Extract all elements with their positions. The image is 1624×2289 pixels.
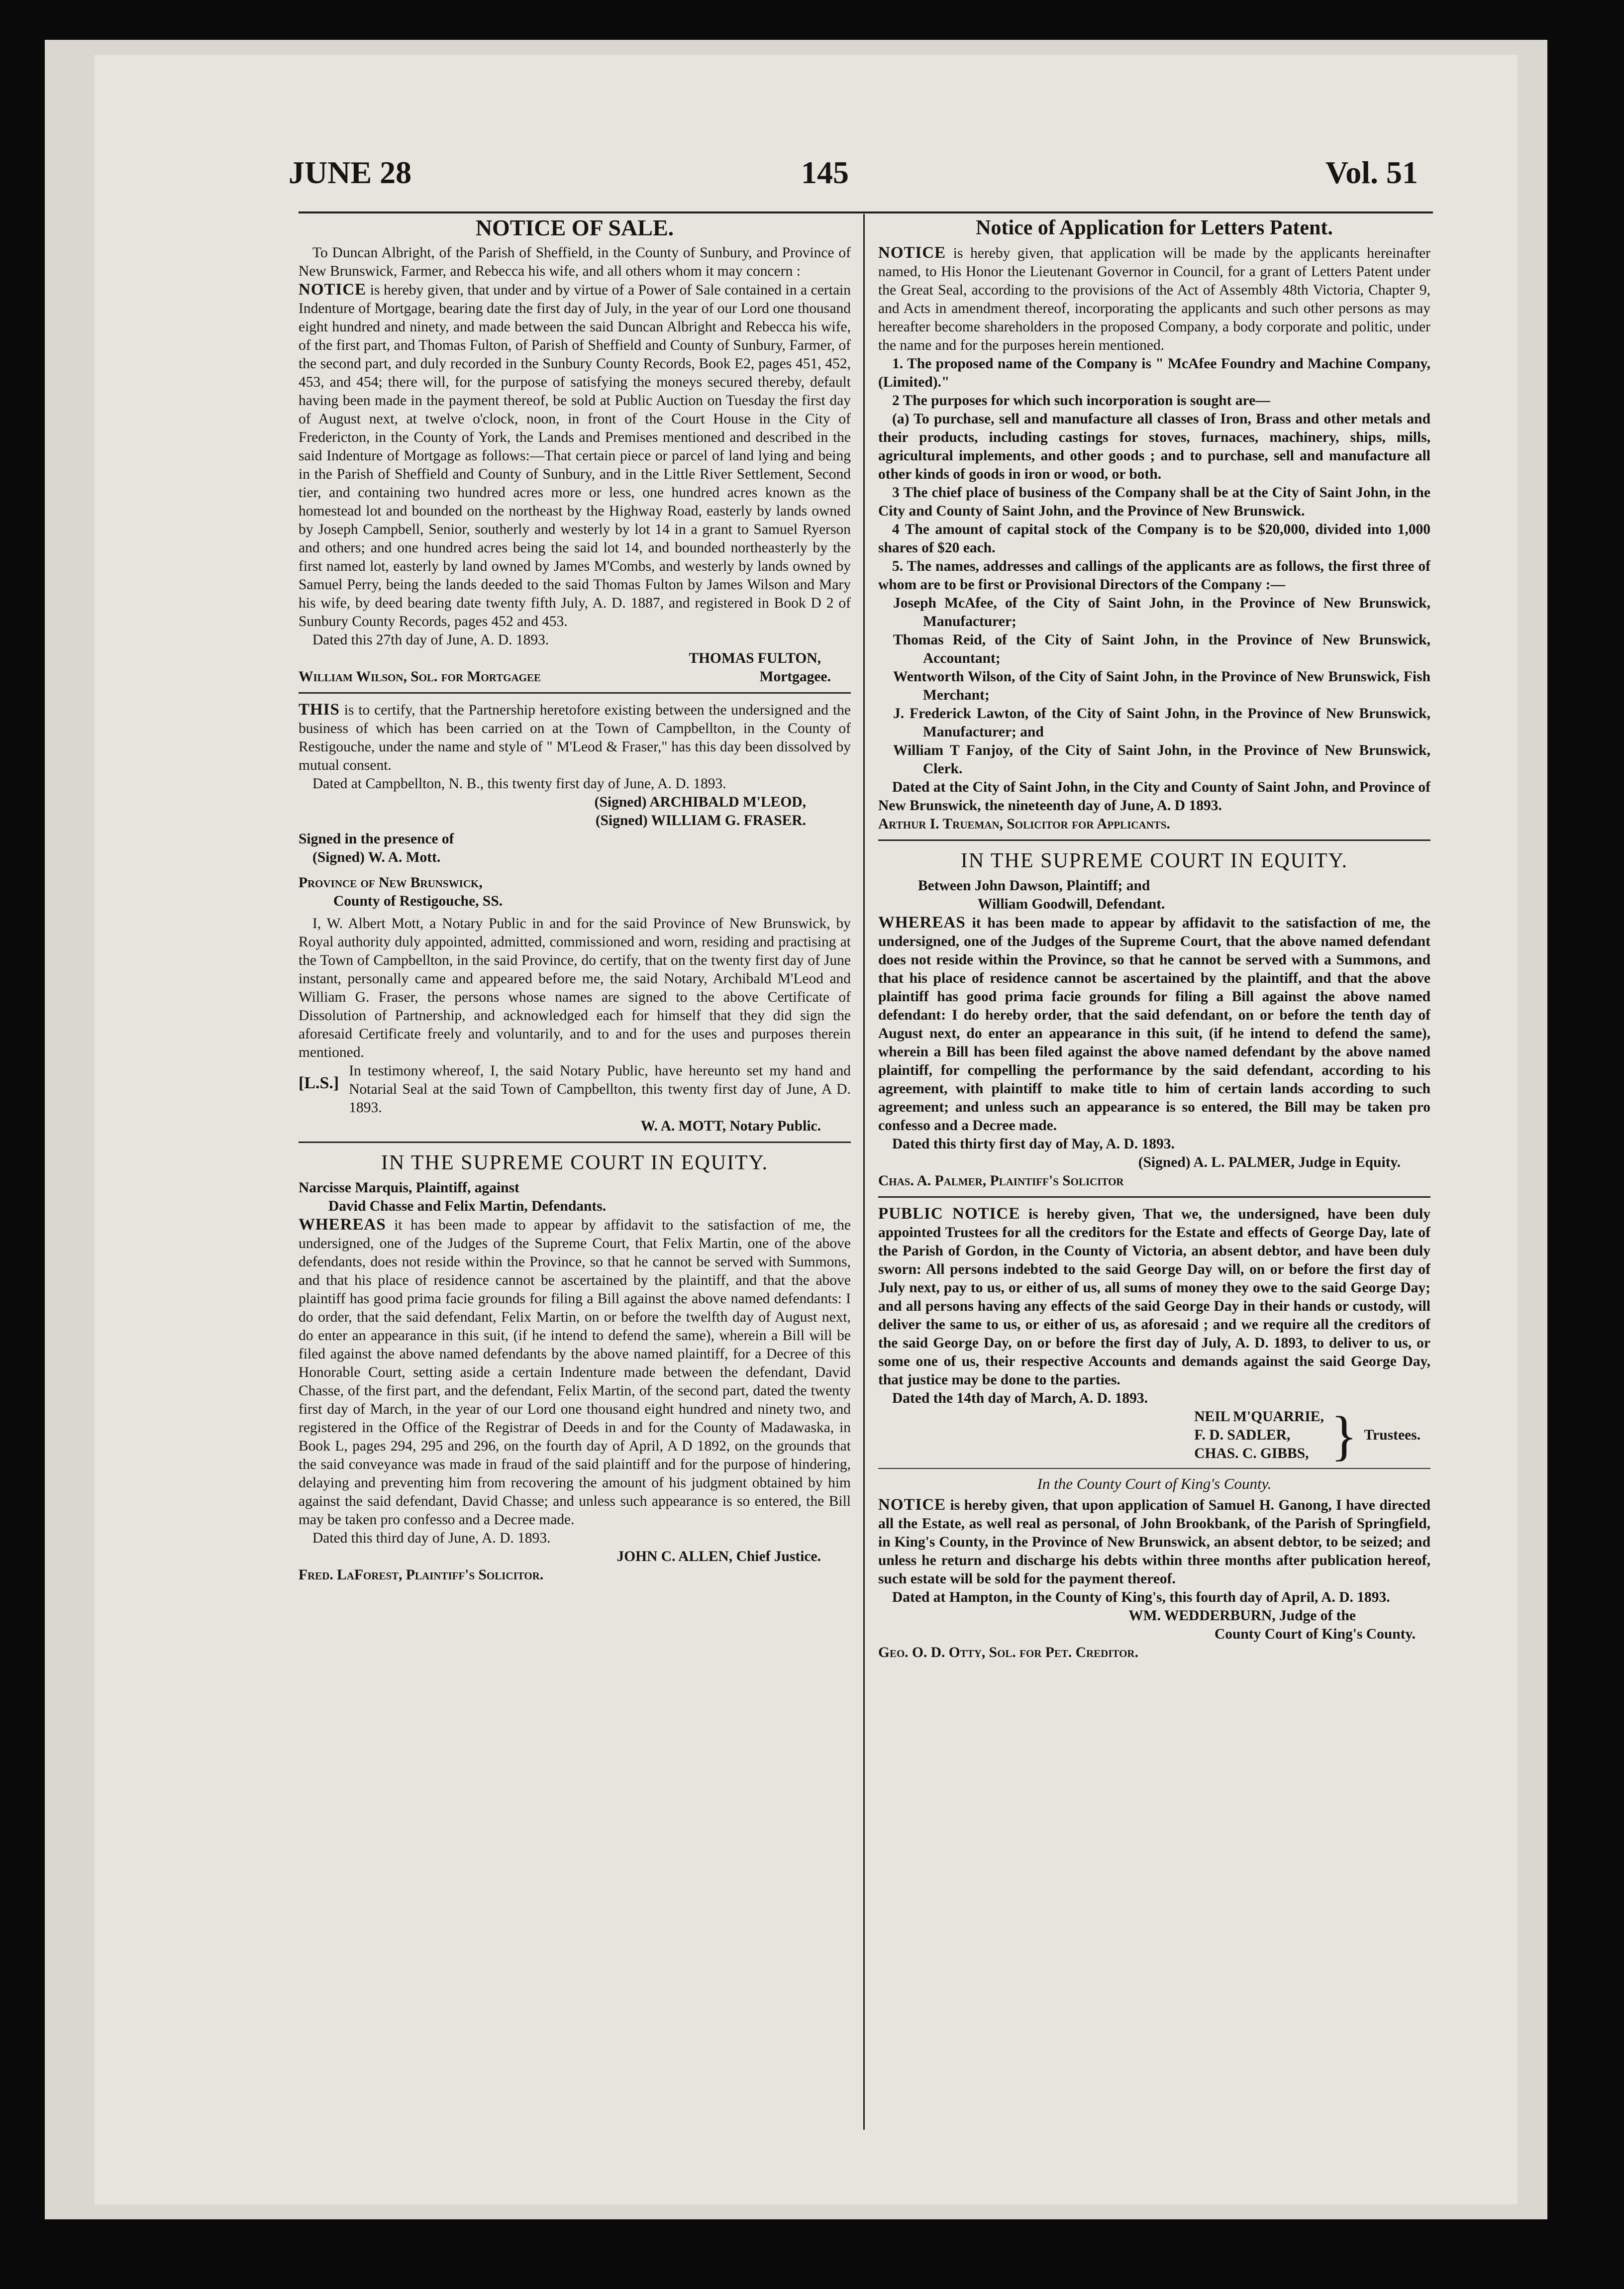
patent-solicitor: Arthur I. Trueman, Solicitor for Applicants. — [878, 816, 1170, 832]
patent-applicant2: Thomas Reid, of the City of Saint John, in the Province of New Brunswick, Accountant; — [893, 632, 1430, 666]
notary-seal: [L.S.] — [299, 1074, 339, 1092]
trustee-name1: NEIL M'QUARRIE, — [1194, 1409, 1324, 1425]
partnership-body-text: is to certify, that the Partnership heretofore existing between the undersigned and the business of which has been carried on at the Town of Campbellton, in the County of Restigouche, under the name and style of " M'Leod & Fraser," has this day been dissolved by mutual consent. — [299, 702, 851, 773]
kings-judge1: WM. WEDDERBURN, Judge of the — [1128, 1608, 1356, 1624]
sale-signer: THOMAS FULTON, — [689, 650, 821, 666]
patent-item4: 4 The amount of capital stock of the Company is to be $20,000, divided into 1,000 shares of $20 each. — [878, 521, 1430, 556]
kings-lead: NOTICE — [878, 1496, 946, 1514]
equity2-title: IN THE SUPREME COURT IN EQUITY. — [960, 849, 1348, 872]
patent-item5: 5. The names, addresses and callings of the applicants are as follows, the first three of whom are to be first or Provisional Directors of the Company :— — [878, 558, 1430, 593]
kings-judge2: County Court of King's County. — [1214, 1626, 1416, 1642]
notice-of-sale — [299, 214, 851, 686]
partnership-province: Province of New Brunswick, — [299, 875, 483, 891]
patent-applicant4: J. Frederick Lawton, of the City of Saint John, in the Province of New Brunswick, Manufacturer; and — [893, 706, 1430, 740]
equity1-body — [299, 1216, 851, 1529]
kings-solicitor: Geo. O. D. Otty, Sol. for Pet. Creditor. — [878, 1645, 1138, 1661]
sale-solicitor-row — [299, 668, 851, 686]
trustees-body — [878, 1205, 1430, 1389]
partnership-sig1: (Signed) ARCHIBALD M'LEOD, — [594, 794, 806, 810]
partnership-lead: THIS — [299, 701, 340, 719]
equity2-party1: Between John Dawson, Plaintiff; and — [918, 878, 1150, 894]
patent-lead: NOTICE — [878, 244, 946, 262]
partnership-notary: W. A. MOTT, Notary Public. — [640, 1118, 821, 1134]
header-page-number: 145 — [801, 155, 849, 190]
trustee-names — [1194, 1408, 1324, 1463]
sale-lead: NOTICE — [299, 281, 367, 299]
partnership-body — [299, 701, 851, 775]
equity1-party1: Narcisse Marquis, Plaintiff, against — [299, 1180, 519, 1196]
trustee-name3: CHAS. C. GIBBS, — [1194, 1446, 1309, 1461]
equity1-dated: Dated this third day of June, A. D. 1893. — [312, 1530, 551, 1546]
sale-address: To Duncan Albright, of the Parish of Sheffield, in the County of Sunbury, and Province of New Brunswick, Farmer, and Rebecca his wife, and all others whom it may concern : — [299, 245, 851, 279]
header-rule — [299, 211, 1433, 213]
equity1-body-text: it has been made to appear by affidavit to the satisfaction of me, the undersigned, one of the Judges of the Supreme Court, that Felix Martin, one of the above defendants, does not reside within the Province, so that he cannot be served with Summons, and that his place of residence cannot be ascertained by the plaintiff, and that the above plaintiff has good prima facie grounds for filing a Bill against the above named defendants: I do order, that the said defendant, Felix Martin, on or before the twelfth day of August next, do enter an appearance in this suit, (if he intend to defend the same), wherein a Bill will be filed against the above named defendants by the above named plaintiff, for a Decree of this Honorable Court, setting aside a certain Indenture made between the defendant, David Chasse, of the first part, and the defendant, Felix Martin, of the second part, dated the twenty first day of March, in the year of our Lord one thousand eight hundred and ninety two, and registered in the Office of the Registrar of Deeds in and for the County of Madawaska, in Book L, pages 294, 295 and 296, on the fourth day of April, A D 1892, on the grounds that the said conveyance was made in fraud of the said plaintiff and for the purpose of hindering, delaying and preventing him from recovering the amount of his judgment obtained by him against the said defendant, David Chasse; and unless such appearance is so entered, the Bill may be taken pro confesso and a Decree made. — [299, 1217, 851, 1528]
equity-notice-dawson — [878, 848, 1430, 1190]
partnership-sig2: (Signed) WILLIAM G. FRASER. — [595, 813, 806, 829]
partnership-testimony — [299, 1062, 851, 1117]
kings-body-text: is hereby given, that upon application of Samuel H. Ganong, I have directed all the Estate, as well real as personal, of John Brookbank, of the Parish of Springfield, in King's County, in the Province of New Brunswick, an absent debtor, to be seized; and unless he return and discharge his debts within three months after publication hereof, such estate will be sold for the payment thereof. — [878, 1497, 1430, 1587]
partnership-county: County of Restigouche, SS. — [333, 893, 503, 909]
sale-title: NOTICE OF SALE. — [475, 215, 674, 240]
kings-dated: Dated at Hampton, in the County of King's, this fourth day of April, A. D. 1893. — [892, 1589, 1390, 1605]
equity2-dated: Dated this thirty first day of May, A. D. 1893. — [892, 1136, 1175, 1152]
equity2-judge: (Signed) A. L. PALMER, Judge in Equity. — [1138, 1154, 1401, 1170]
left-column — [299, 214, 851, 2130]
equity2-body-text: it has been made to appear by affidavit to the satisfaction of me, the undersigned, one of the Judges of the Supreme Court, that the above named defendant does not reside within the Province, so that he cannot be served with a Summons, and that his place of residence cannot be ascertained by the plaintiff, and that the above plaintiff has good prima facie grounds for filing a Bill against the above named defendant: I do hereby order, that the said defendant, on or before the tenth day of August next, do enter an appearance in this suit, (if he intend to defend the same), wherein a Bill has been filed against the above named defendant by the above named plaintiff, for compelling the performance by the said defendant, according to his agreement, with plaintiff to make title to him of certain lands according to such agreement; and unless such an appearance is so entered, the Bill may be taken pro confesso and a Decree made. — [878, 915, 1430, 1134]
letters-patent-notice — [878, 214, 1430, 833]
section-rule — [878, 839, 1430, 841]
patent-item3: 3 The chief place of business of the Company shall be at the City of Saint John, in the City and County of Saint John, and the Province of New Brunswick. — [878, 485, 1430, 519]
patent-item2a: (a) To purchase, sell and manufacture all classes of Iron, Brass and other metals and their products, including castings for stoves, furnaces, machinery, ships, mills, agricultural implements, and other goods ; and to purchase, sell and manufacture all other kinds of goods in iron or wood, or both. — [878, 411, 1430, 482]
equity2-party2: William Goodwill, Defendant. — [978, 896, 1165, 912]
partnership-presence1: Signed in the presence of — [299, 831, 454, 847]
equity1-party2: David Chasse and Felix Martin, Defendants. — [328, 1198, 607, 1214]
sale-body-text: is hereby given, that under and by virtue of a Power of Sale contained in a certain Indenture of Mortgage, bearing date the first day of July, in the year of our Lord one thousand eight hundred and ninety, and made between the said Duncan Albright and Rebecca his wife, of the first part, and Thomas Fulton, of Parish of Sheffield and County of Sunbury, Farmer, of the second part, and duly recorded in the Sunbury County Records, Book E2, pages 451, 452, 453, and 454; there will, for the purpose of satisfying the moneys secured thereby, default having been made in the payment thereof, be sold at Public Auction on Tuesday the first day of August next, at twelve o'clock, noon, in front of the Court House in the City of Fredericton, in the County of York, the Lands and Premises mentioned and described in the said Indenture of Mortgage as follows:—That certain piece or parcel of land lying and being in the Parish of Sheffield and County of Sunbury, and in the Little River Settlement, Second tier, and containing two hundred acres more or less, one hundred acres known as the homestead lot and bounded on the northeast by the Highway Road, easterly by lands owned by Joseph Campbell, Senior, southerly and westerly by lot 14 in a grant to Samuel Ryerson and others; and one hundred acres being the said lot 14, and bounded northeasterly by the first named lot, easterly by land owned by James M'Combs, and westerly by lands owned by Samuel Perry, being the lands deeded to the said Thomas Fulton by James Wilson and Mary his wife, by deed bearing date twenty fifth July, A. D. 1887, and registered in Book D 2 of Sunbury County Records, pages 452 and 453. — [299, 282, 851, 629]
equity2-body — [878, 914, 1430, 1135]
sale-dated: Dated this 27th day of June, A. D. 1893. — [312, 632, 549, 648]
partnership-witness: In testimony whereof, I, the said Notary Public, have hereunto set my hand and Notarial Seal at the said Town of Campbellton, this twenty first day of June, A D. 1893. — [349, 1063, 851, 1116]
section-rule — [299, 692, 851, 694]
trustees-lead: PUBLIC NOTICE — [878, 1205, 1020, 1223]
patent-applicant1: Joseph McAfee, of the City of Saint John, in the Province of New Brunswick, Manufacturer; — [893, 595, 1430, 629]
brace-glyph: } — [1330, 1405, 1357, 1466]
header-date: JUNE 28 — [289, 155, 412, 190]
header-volume: Vol. 51 — [1325, 155, 1418, 190]
trustees-role: Trustees. — [1364, 1427, 1421, 1443]
trustee-name2: F. D. SADLER, — [1194, 1427, 1291, 1443]
kings-title: In the County Court of King's County. — [1037, 1475, 1272, 1492]
partnership-presence2: (Signed) W. A. Mott. — [312, 849, 441, 865]
sale-body — [299, 281, 851, 631]
equity-notice-marquis — [299, 1150, 851, 1584]
equity1-solicitor: Fred. LaForest, Plaintiff's Solicitor. — [299, 1567, 544, 1583]
sale-solicitor: William Wilson, Sol. for Mortgagee — [299, 669, 541, 685]
patent-body — [878, 244, 1430, 355]
partnership-dissolution — [299, 701, 851, 1136]
partnership-body2: I, W. Albert Mott, a Notary Public in and for the said Province of New Brunswick, by Royal authority duly appointed, admitted, commissioned and worn, residing and practising at the Town of Campbellton, in the said Province, do certify, that on the twenty first day of June instant, personally came and appeared before me, the said Notary, Archibald M'Leod and William G. Fraser, the persons whose names are signed to the above Certificate of Dissolution of Partnership, and acknowledged each for himself that they did sign the aforesaid Certificate freely and voluntarily, and to and for the uses and purposes therein mentioned. — [299, 916, 851, 1060]
partnership-dated: Dated at Campbellton, N. B., this twenty first day of June, A. D. 1893. — [312, 776, 726, 792]
trustees-notice — [878, 1205, 1430, 1466]
equity1-lead: WHEREAS — [299, 1216, 386, 1234]
right-column — [878, 214, 1430, 2130]
trustees-body-text: is hereby given, That we, the undersigned, have been duly appointed Trustees for all the creditors for the Estate and effects of George Day, late of the Parish of Gordon, in the County of Victoria, an absent debtor, and have been duly sworn: All persons indebted to the said George Day will, on or before the first day of July next, pay to us, or either of us, all sums of money they owe to the said George Day; and all persons having any effects of the said George Day in their hands or custody, will deliver the same to us, or either of us, as aforesaid ; and we require all the creditors of the said George Day, on or before the first day of July, A. D. 1893, to deliver to us, or some one of us, their respective Accounts and demands against the said George Day, that justice may be done to the parties. — [878, 1206, 1430, 1388]
patent-dated: Dated at the City of Saint John, in the City and County of Saint John, and Province of New Brunswick, the nineteenth day of June, A. D 1893. — [878, 779, 1430, 814]
trustees-signatures — [878, 1405, 1430, 1466]
section-rule — [299, 1142, 851, 1143]
page-header — [279, 149, 1438, 204]
kings-county-notice — [878, 1474, 1430, 1662]
kings-body — [878, 1496, 1430, 1588]
section-rule — [878, 1468, 1430, 1469]
sale-mortgagee: Mortgagee. — [759, 669, 831, 685]
patent-applicant3: Wentworth Wilson, of the City of Saint John, in the Province of New Brunswick, Fish Merchant; — [893, 669, 1430, 703]
column-divider — [863, 214, 865, 2130]
equity1-title: IN THE SUPREME COURT IN EQUITY. — [381, 1151, 769, 1174]
patent-item2: 2 The purposes for which such incorporation is sought are— — [892, 393, 1270, 409]
equity2-lead: WHEREAS — [878, 914, 966, 932]
section-rule — [878, 1196, 1430, 1198]
equity1-judge: JOHN C. ALLEN, Chief Justice. — [616, 1549, 821, 1564]
equity2-solicitor: Chas. A. Palmer, Plaintiff's Solicitor — [878, 1173, 1124, 1189]
patent-item1: 1. The proposed name of the Company is " McAfee Foundry and Machine Company, (Limited)." — [878, 356, 1430, 390]
patent-title: Notice of Application for Letters Patent. — [976, 216, 1333, 239]
patent-body-text: is hereby given, that application will be made by the applicants hereinafter named, to His Honor the Lieutenant Governor in Council, for a grant of Letters Patent under the Great Seal, according to the provisions of the Act of Assembly 48th Victoria, Chapter 9, and Acts in amendment thereof, incorporating the applicants and such other persons as may hereafter become shareholders in the proposed Company, a body corporate and politic, under the name and for the purposes herein mentioned. — [878, 245, 1430, 353]
patent-applicant5: William T Fanjoy, of the City of Saint John, in the Province of New Brunswick, Clerk. — [893, 742, 1430, 777]
trustees-dated: Dated the 14th day of March, A. D. 1893. — [892, 1390, 1148, 1406]
